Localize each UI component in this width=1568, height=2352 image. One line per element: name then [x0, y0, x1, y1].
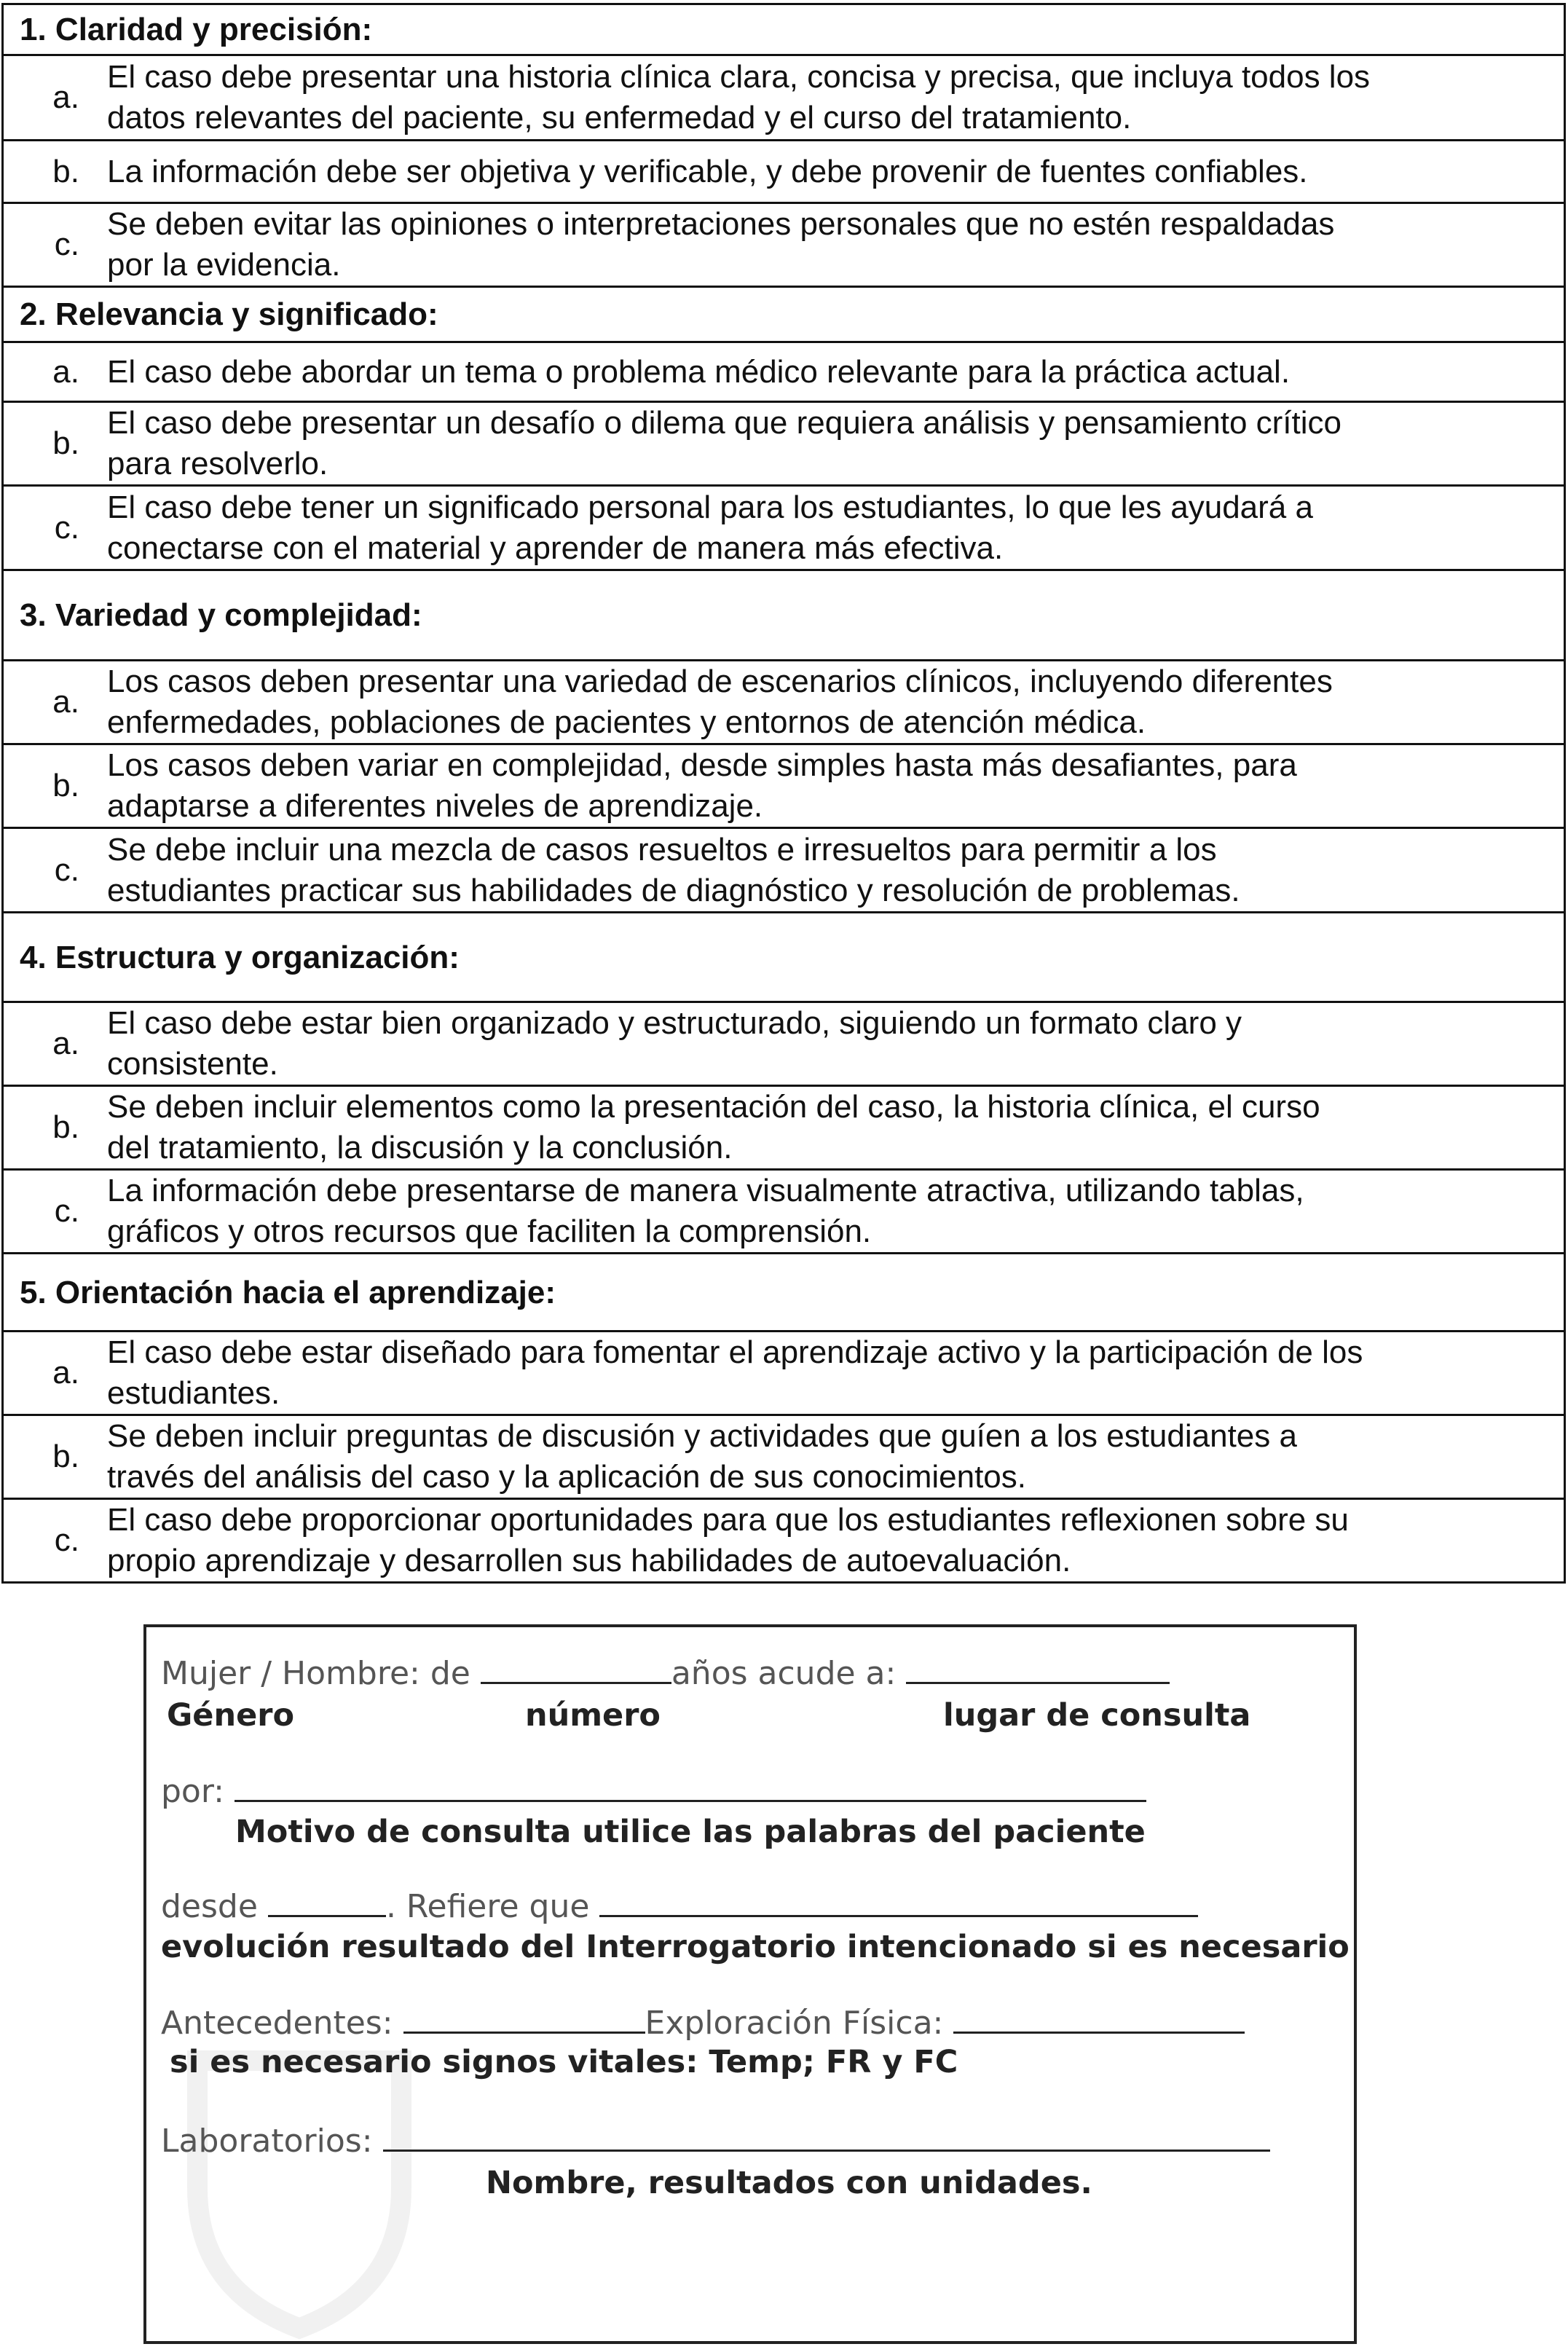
criterion-item — [4, 204, 1564, 288]
item-letter: a. — [52, 684, 79, 720]
label-evolucion: evolución resultado del Interrogatorio intencionado si es necesario — [161, 1929, 1350, 1965]
template-line-motivo: por: — [161, 1773, 1146, 1810]
item-letter: b. — [52, 1109, 79, 1145]
watermark-logo — [168, 2035, 430, 2341]
criterion-item — [4, 1171, 1564, 1254]
item-text: Se deben incluir elementos como la presentación del caso, la historia clínica, el curso del tratamiento, la discusión y la conclusión. — [107, 1089, 1320, 1165]
criterion-item — [4, 829, 1564, 913]
desde-blank[interactable] — [268, 1889, 386, 1917]
item-letter: a. — [52, 1355, 79, 1391]
criterion-item — [4, 343, 1564, 403]
criterion-item — [4, 1332, 1564, 1416]
age-blank[interactable] — [481, 1656, 671, 1684]
item-letter: b. — [52, 153, 79, 189]
item-text: Se debe incluir una mezcla de casos resueltos e irresueltos para permitir a los estudiantes practicar sus habilidades de diagnóstico y resolución de problemas. — [107, 831, 1240, 908]
section-heading: 5. Orientación hacia el aprendizaje: — [4, 1254, 1564, 1332]
criterion-item — [4, 1087, 1564, 1171]
criteria-table — [1, 3, 1566, 1584]
template-line-gender-age: Mujer / Hombre: de años acude a: — [161, 1655, 1170, 1692]
criterion-item — [4, 403, 1564, 487]
place-blank[interactable] — [906, 1656, 1170, 1684]
item-text: Se deben evitar las opiniones o interpretaciones personales que no estén respaldadas por la evidencia. — [107, 206, 1335, 283]
label-motivo: Motivo de consulta utilice las palabras del paciente — [235, 1814, 1146, 1850]
criterion-item — [4, 141, 1564, 204]
item-letter: b. — [52, 768, 79, 803]
label-numero: número — [525, 1697, 661, 1734]
label-lugar: lugar de consulta — [943, 1697, 1251, 1734]
criterion-item — [4, 1003, 1564, 1087]
item-letter: c. — [54, 509, 79, 546]
criterion-item — [4, 1500, 1564, 1581]
item-text: La información debe presentarse de manera visualmente atractiva, utilizando tablas, gráficos y otros recursos que faciliten la comprensión. — [107, 1173, 1304, 1249]
criterion-item — [4, 661, 1564, 745]
item-letter: c. — [54, 1522, 79, 1558]
template-line-evolucion: desde . Refiere que — [161, 1888, 1198, 1925]
section-heading: 3. Variedad y complejidad: — [4, 571, 1564, 661]
laboratorios-blank[interactable] — [383, 2123, 1270, 2152]
criterion-item — [4, 1416, 1564, 1500]
item-letter: b. — [52, 1439, 79, 1474]
item-text: El caso debe estar diseñado para fomentar el aprendizaje activo y la participación de los estudiantes. — [107, 1334, 1363, 1411]
item-text: Se deben incluir preguntas de discusión y actividades que guíen a los estudiantes a través del análisis del caso y la aplicación de sus conocimientos. — [107, 1418, 1297, 1495]
item-letter: c. — [54, 1193, 79, 1229]
item-text: El caso debe tener un significado personal para los estudiantes, lo que les ayudará a conectarse con el material y aprender de manera más efectiva. — [107, 489, 1313, 566]
item-text: La información debe ser objetiva y verificable, y debe provenir de fuentes confiables. — [107, 153, 1308, 189]
antecedentes-blank[interactable] — [403, 2005, 645, 2034]
template-line-laboratorios: Laboratorios: — [161, 2123, 1270, 2160]
section-heading: 4. Estructura y organización: — [4, 913, 1564, 1003]
criterion-item — [4, 56, 1564, 141]
item-text: Los casos deben presentar una variedad de escenarios clínicos, incluyendo diferentes enfermedades, poblaciones de pacientes y entornos de atención médica. — [107, 664, 1333, 740]
item-letter: a. — [52, 353, 79, 390]
item-text: El caso debe proporcionar oportunidades para que los estudiantes reflexionen sobre su propio aprendizaje y desarrollen sus habilidades de autoevaluación. — [107, 1502, 1349, 1578]
item-letter: b. — [52, 425, 79, 461]
criterion-item — [4, 745, 1564, 829]
section-heading: 1. Claridad y precisión: — [4, 5, 1564, 56]
refiere-blank[interactable] — [599, 1889, 1198, 1917]
criterion-item — [4, 487, 1564, 571]
label-nombre-resultados: Nombre, resultados con unidades. — [486, 2165, 1092, 2201]
label-genero: Género — [167, 1697, 294, 1734]
item-letter: a. — [52, 79, 79, 115]
item-letter: c. — [54, 851, 79, 888]
item-text: Los casos deben variar en complejidad, desde simples hasta más desafiantes, para adaptarse a diferentes niveles de aprendizaje. — [107, 747, 1297, 824]
exploracion-blank[interactable] — [953, 2005, 1245, 2034]
case-template-form — [143, 1624, 1357, 2344]
motivo-blank[interactable] — [235, 1774, 1146, 1802]
item-text: El caso debe abordar un tema o problema médico relevante para la práctica actual. — [107, 353, 1291, 390]
item-text: El caso debe presentar un desafío o dilema que requiera análisis y pensamiento crítico para resolverlo. — [107, 405, 1342, 481]
template-line-antecedentes: Antecedentes: Exploración Física: — [161, 2005, 1245, 2042]
item-text: El caso debe estar bien organizado y estructurado, siguiendo un formato claro y consistente. — [107, 1005, 1242, 1082]
item-text: El caso debe presentar una historia clínica clara, concisa y precisa, que incluya todos los datos relevantes del paciente, su enfermedad y el curso del tratamiento. — [107, 59, 1371, 135]
item-letter: a. — [52, 1026, 79, 1061]
label-signos: si es necesario signos vitales: Temp; FR y FC — [170, 2044, 958, 2080]
item-letter: c. — [54, 227, 79, 262]
section-heading: 2. Relevancia y significado: — [4, 288, 1564, 343]
